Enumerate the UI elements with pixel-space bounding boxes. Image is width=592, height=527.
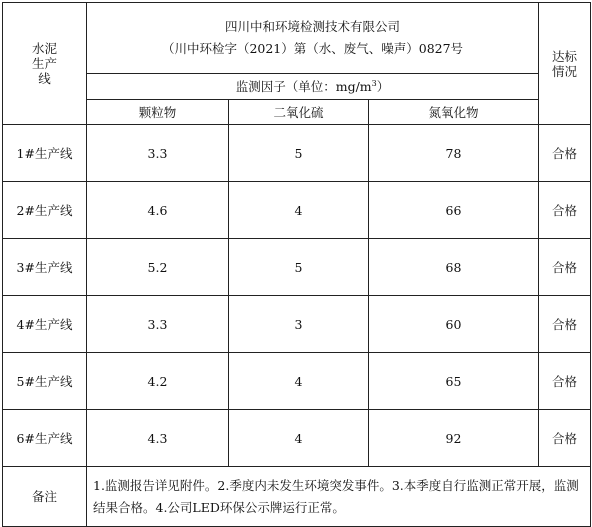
line-cell: 5#生产线 (3, 353, 87, 410)
pm-cell: 4.2 (87, 353, 229, 410)
pm-cell: 4.3 (87, 410, 229, 467)
report-number: （川中环检字（2021）第（水、废气、噪声）0827号 (161, 41, 464, 56)
production-line-header: 水泥生产线 (3, 3, 87, 125)
factor-header (87, 74, 539, 100)
table-row (3, 125, 591, 182)
status-cell: 合格 (539, 296, 591, 353)
status-cell: 合格 (539, 125, 591, 182)
so2-cell: 5 (229, 239, 369, 296)
pm-cell: 5.2 (87, 239, 229, 296)
line-cell: 1#生产线 (3, 125, 87, 182)
table-row (3, 353, 591, 410)
table-row (3, 182, 591, 239)
notes-text: 1.监测报告详见附件。2.季度内未发生环境突发事件。3.本季度自行监测正常开展，监测结果合格。4.公司LED环保公示牌运行正常。 (87, 467, 591, 527)
org-name: 四川中和环境检测技术有限公司 (225, 19, 401, 34)
nox-cell: 60 (369, 296, 539, 353)
factor-label: 监测因子（单位：mg/m (235, 79, 372, 95)
pm-cell: 4.6 (87, 182, 229, 239)
status-cell: 合格 (539, 239, 591, 296)
nox-cell: 66 (369, 182, 539, 239)
pm-cell: 3.3 (87, 296, 229, 353)
notes-row (3, 467, 591, 527)
compliance-header: 达标情况 (539, 3, 591, 125)
column-header-pm: 颗粒物 (87, 100, 229, 125)
report-header (87, 3, 539, 74)
table-row (3, 239, 591, 296)
column-header-so2: 二氧化硫 (229, 100, 369, 125)
so2-cell: 4 (229, 353, 369, 410)
factor-unit-sup: 3 (371, 78, 377, 88)
nox-cell: 92 (369, 410, 539, 467)
so2-cell: 4 (229, 182, 369, 239)
so2-cell: 4 (229, 410, 369, 467)
monitoring-table (2, 2, 591, 527)
table-row (3, 410, 591, 467)
notes-label: 备注 (3, 467, 87, 527)
so2-cell: 3 (229, 296, 369, 353)
line-cell: 2#生产线 (3, 182, 87, 239)
nox-cell: 78 (369, 125, 539, 182)
column-header-nox: 氮氧化物 (369, 100, 539, 125)
status-cell: 合格 (539, 410, 591, 467)
line-cell: 3#生产线 (3, 239, 87, 296)
line-cell: 4#生产线 (3, 296, 87, 353)
pm-cell: 3.3 (87, 125, 229, 182)
status-cell: 合格 (539, 353, 591, 410)
table-row (3, 296, 591, 353)
so2-cell: 5 (229, 125, 369, 182)
nox-cell: 68 (369, 239, 539, 296)
nox-cell: 65 (369, 353, 539, 410)
line-cell: 6#生产线 (3, 410, 87, 467)
factor-close: ） (376, 79, 390, 95)
status-cell: 合格 (539, 182, 591, 239)
